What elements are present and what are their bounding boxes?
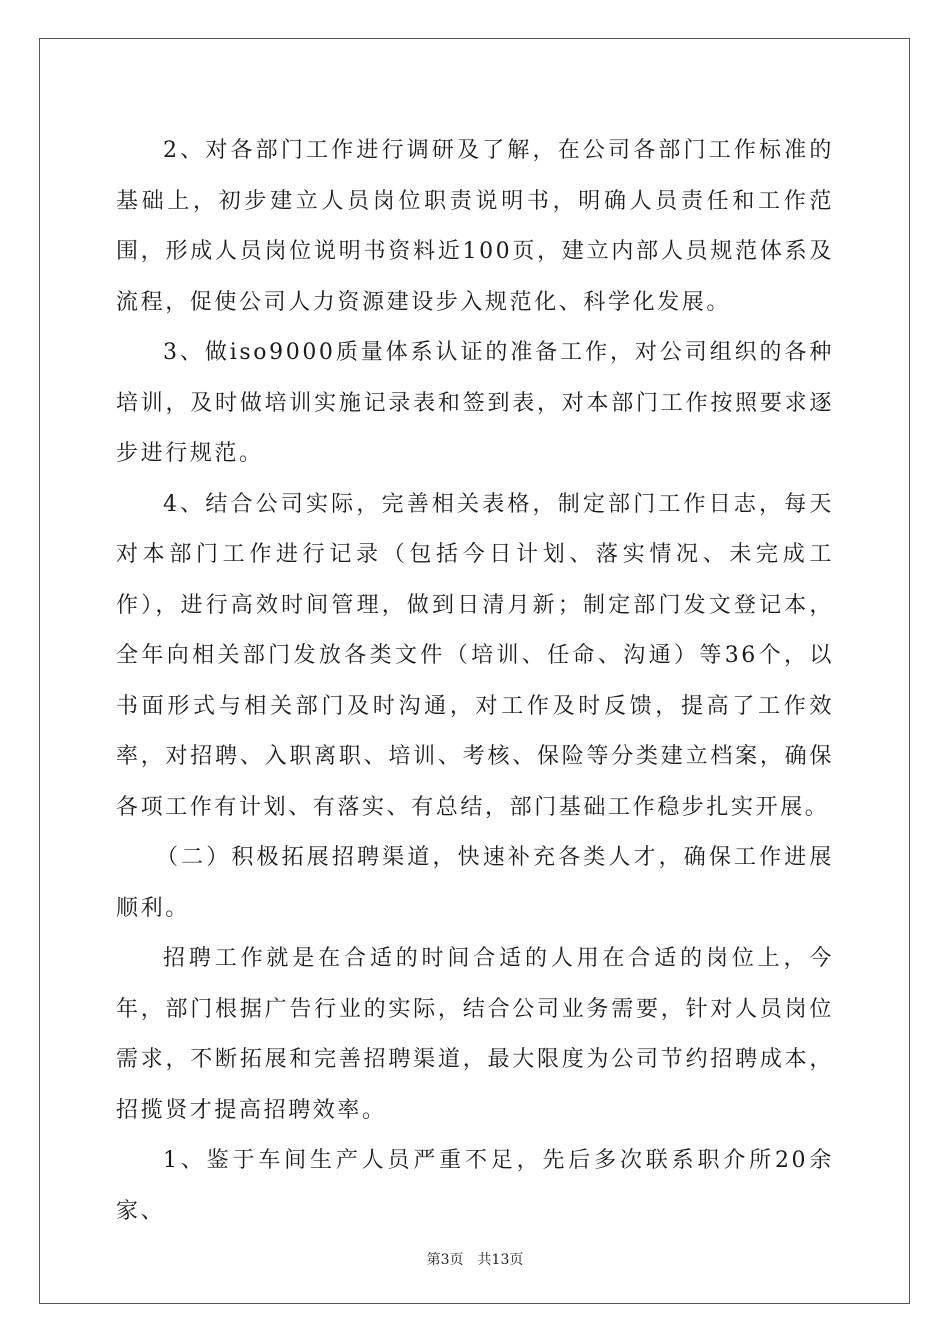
paragraph-item-3: 3、做iso9000质量体系认证的准备工作，对公司组织的各种培训，及时做培训实施记录表和签到表，对本部门工作按照要求逐步进行规范。 — [116, 340, 834, 466]
page-number: 第3页 — [426, 1252, 464, 1268]
page-footer — [0, 1249, 950, 1269]
paragraph-item-2: 2、对各部门工作进行调研及了解，在公司各部门工作标准的基础上，初步建立人员岗位职责说明书，明确人员责任和工作范围，形成人员岗位说明书资料近100页，建立内部人员规范体系及流程，促使公司人力资源建设步入规范化、科学化发展。 — [116, 138, 834, 315]
document-body — [116, 126, 834, 1237]
paragraph-recruitment-intro: 招聘工作就是在合适的时间合适的人用在合适的岗位上，今年，部门根据广告行业的实际，结合公司业务需要，针对人员岗位需求，不断拓展和完善招聘渠道，最大限度为公司节约招聘成本，招揽贤才提高招聘效率。 — [116, 946, 834, 1123]
page-total: 共13页 — [477, 1252, 524, 1268]
paragraph-recruitment-item-1: 1、鉴于车间生产人员严重不足，先后多次联系职介所20余家、 — [116, 1148, 834, 1224]
paragraph-item-4: 4、结合公司实际，完善相关表格，制定部门工作日志，每天对本部门工作进行记录（包括今日计划、落实情况、未完成工作），进行高效时间管理，做到日清月新；制定部门发文登记本，全年向相关部门发放各类文件（培训、任命、沟通）等36个，以书面形式与相关部门及时沟通，对工作及时反馈，提高了工作效率，对招聘、入职离职、培训、考核、保险等分类建立档案，确保各项工作有计划、有落实、有总结，部门基础工作稳步扎实开展。 — [116, 491, 834, 820]
section-heading-recruitment: （二）积极拓展招聘渠道，快速补充各类人才，确保工作进展顺利。 — [116, 845, 834, 921]
